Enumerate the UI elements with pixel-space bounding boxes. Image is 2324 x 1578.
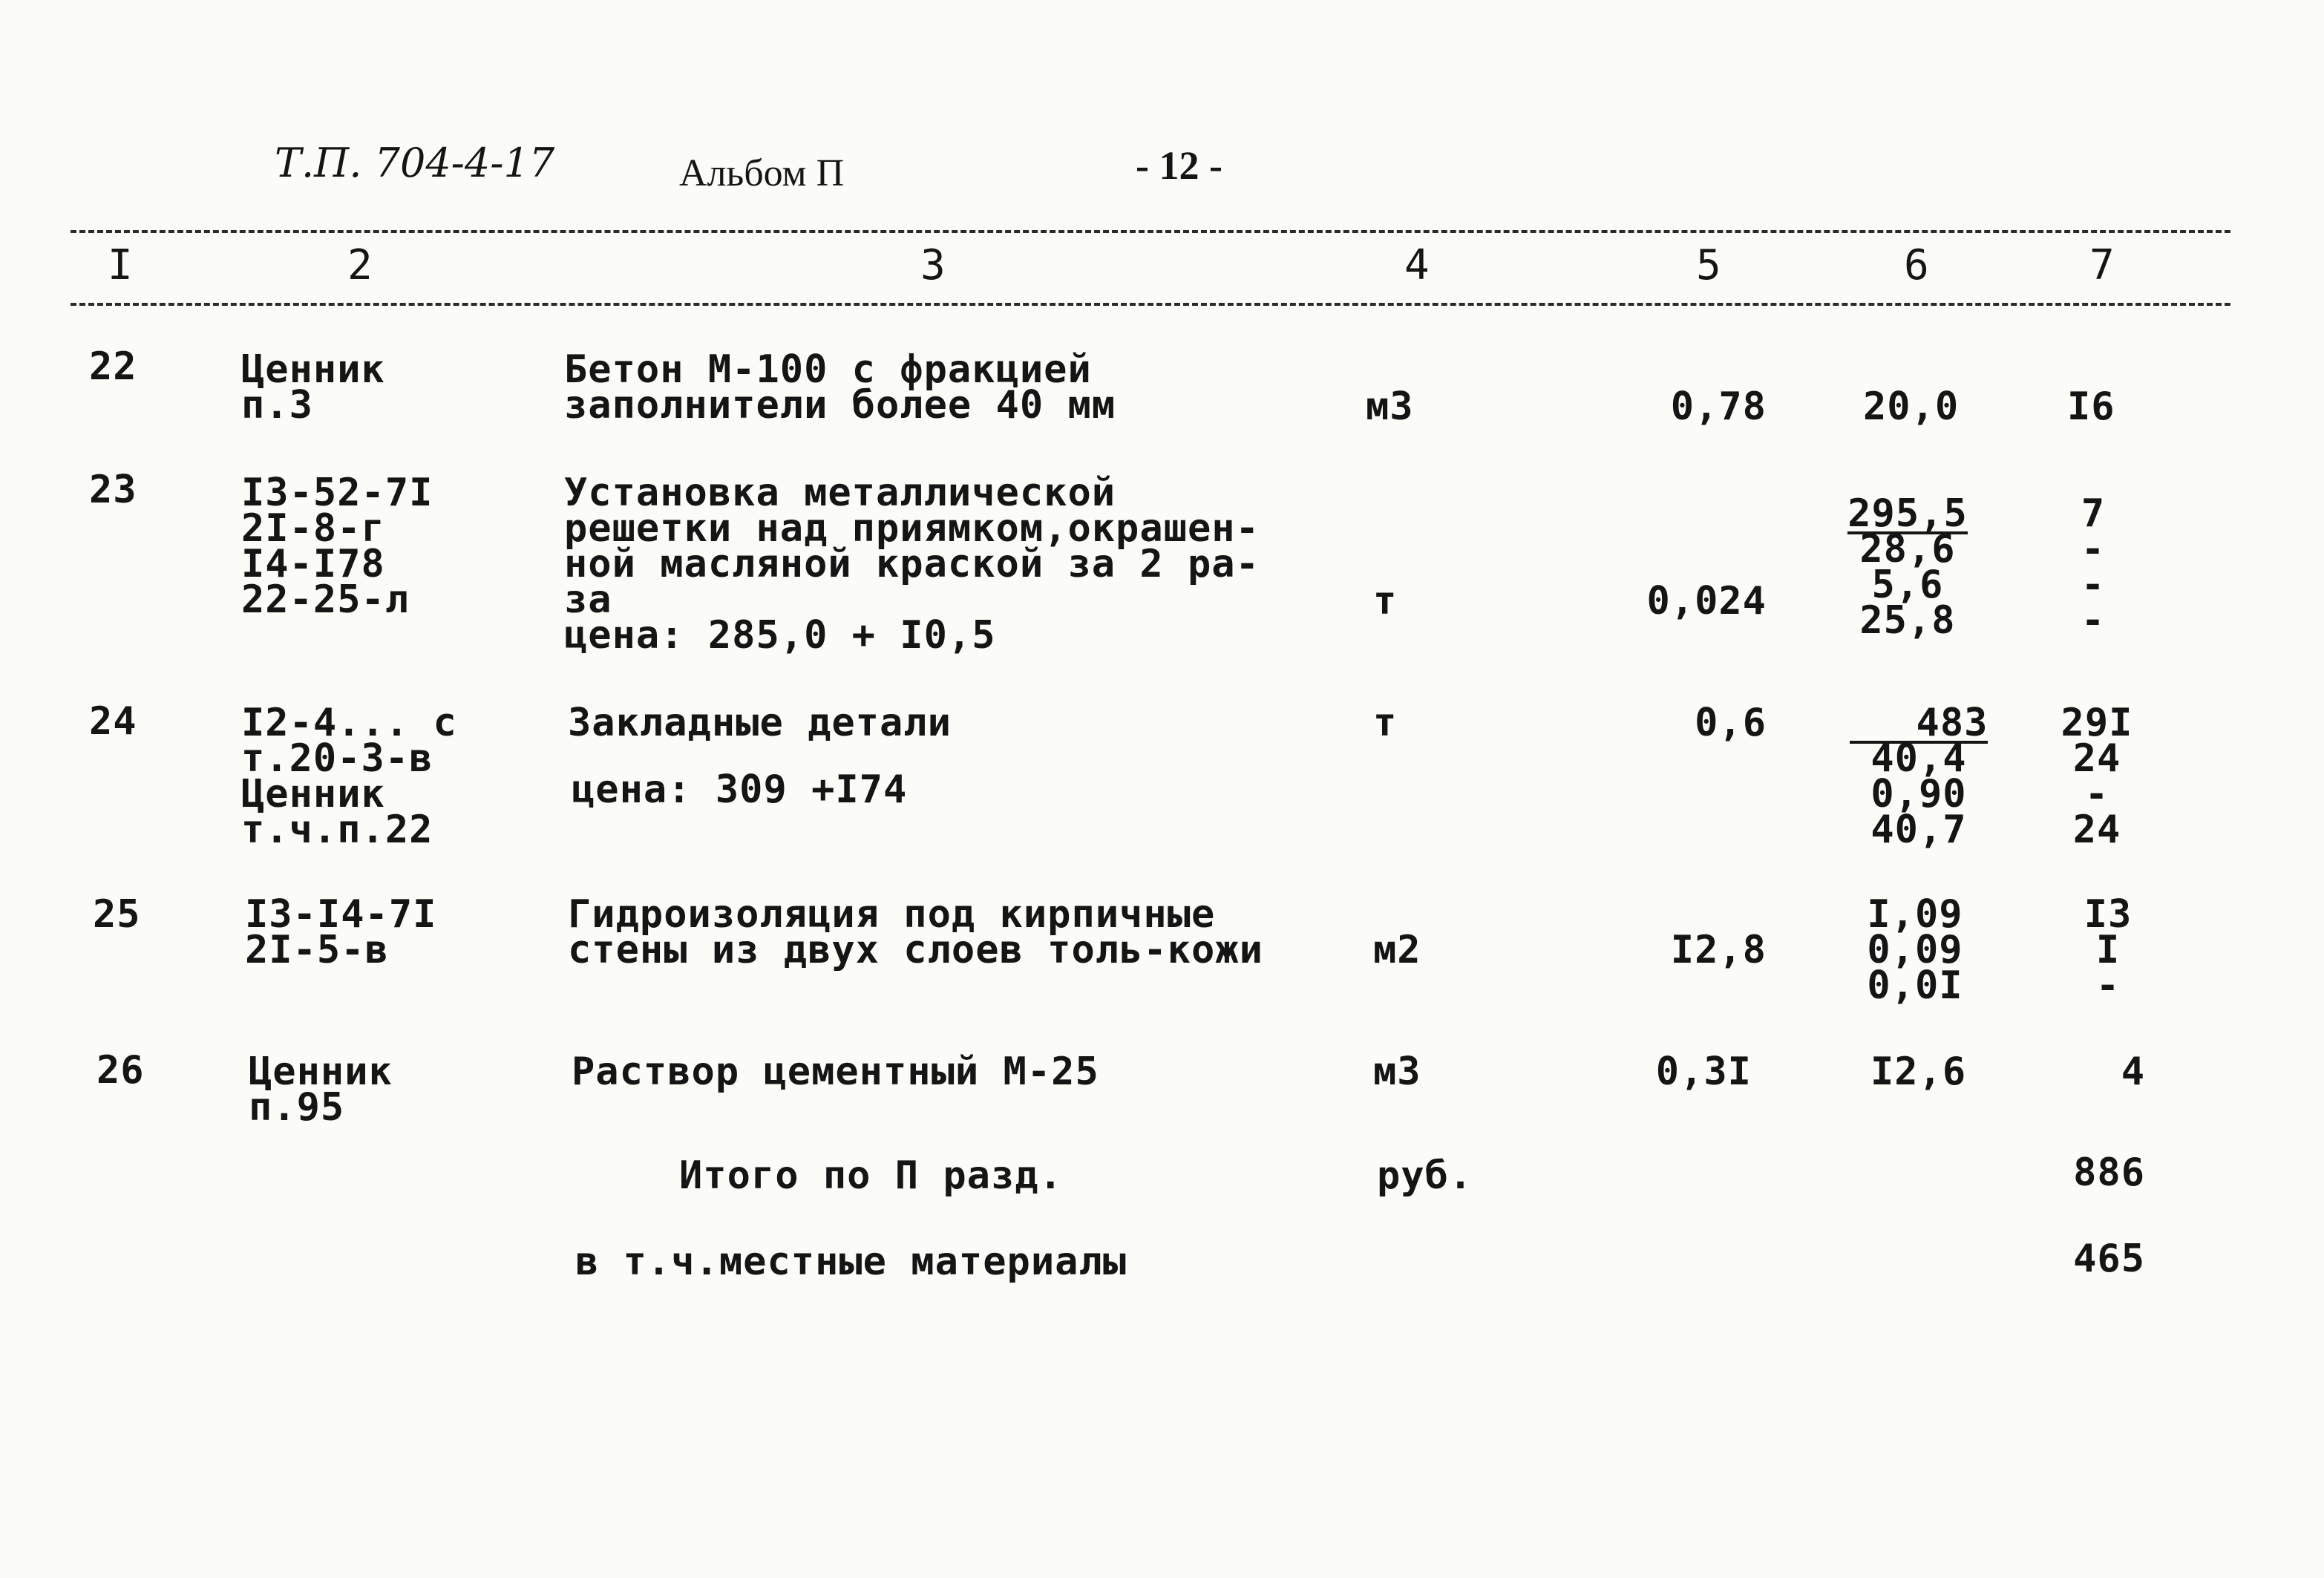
row-description: [568, 892, 1263, 972]
price-line: I,09: [1867, 892, 1963, 937]
description-line: ной масляной краской за 2 ра-: [564, 542, 1260, 586]
description-line: за: [564, 577, 612, 622]
price-line: 5,6: [1871, 563, 1944, 607]
reference-line: I2-4... с: [241, 701, 457, 745]
description-line: стены из двух слоев толь-кожи: [568, 928, 1263, 972]
row-unit: м2: [1373, 928, 1421, 972]
row-total: [2071, 491, 2115, 643]
album-label: Альбом П: [679, 152, 845, 194]
column-header-7: 7: [2089, 241, 2115, 289]
row-number: 26: [96, 1048, 145, 1093]
total-line: 24: [2072, 808, 2121, 852]
row-references: [241, 347, 385, 428]
reference-line: 22-25-л: [241, 577, 410, 622]
price-line: 0,90: [1870, 772, 1967, 816]
row-unit: т: [1373, 701, 1398, 745]
column-header-6: 6: [1904, 241, 1929, 289]
row-number: 22: [89, 344, 137, 389]
row-description: [564, 471, 1260, 658]
row-quantity: 0,78: [1670, 384, 1767, 429]
description-line: решетки над приямком,окрашен-: [564, 506, 1260, 551]
total-line: I6: [2067, 384, 2115, 429]
description-line: заполнители более 40 мм: [564, 383, 1116, 428]
row-unit: т: [1373, 579, 1398, 623]
row-number: 23: [89, 468, 137, 512]
price-line: 40,7: [1870, 808, 1967, 852]
total-line: -: [2081, 527, 2106, 572]
total-line: 24: [2072, 736, 2121, 781]
price-line: 0,0I: [1867, 963, 1963, 1008]
project-number: Т.П. 704-4-17: [275, 140, 555, 186]
reference-line: Ценник: [249, 1050, 393, 1094]
total-value: 886: [2073, 1150, 2145, 1195]
row-references: [249, 1050, 393, 1130]
reference-line: п.95: [249, 1085, 345, 1130]
total-line: 29I: [2060, 701, 2133, 745]
reference-line: Ценник: [241, 347, 385, 392]
row-unit: м3: [1373, 1050, 1421, 1094]
row-unit-price: [1833, 491, 1982, 643]
description-line: Установка металлической: [564, 471, 1116, 515]
row-unit-price: [1841, 892, 1989, 1008]
price-line: I2,6: [1870, 1050, 1967, 1094]
price-underlined: 483: [1850, 707, 1989, 744]
column-header-3: 3: [920, 241, 946, 289]
price-line: 20,0: [1863, 384, 1960, 429]
row-quantity: I2,8: [1670, 928, 1767, 972]
column-header-1: I: [108, 241, 133, 289]
reference-line: I3-52-7I: [241, 471, 433, 515]
total-line: 4: [2121, 1050, 2145, 1094]
reference-line: Ценник: [241, 772, 385, 816]
total-label: Итого по П разд.: [679, 1153, 1063, 1198]
description-line: Бетон М-100 с фракцией: [564, 347, 1092, 392]
reference-line: 2I-5-в: [245, 928, 389, 972]
column-header-4: 4: [1404, 241, 1430, 289]
row-total: [2067, 384, 2115, 429]
row-references: [241, 471, 433, 622]
price-line: 25,8: [1859, 598, 1956, 643]
row-total: [2056, 701, 2138, 852]
row-unit-price: [1863, 384, 1960, 429]
price-line: 0,09: [1867, 928, 1963, 972]
description-line: цена: 309 +I74: [572, 767, 908, 812]
reference-line: I3-I4-7I: [245, 892, 437, 937]
reference-line: т.20-3-в: [241, 736, 433, 781]
total-line: 7: [2081, 491, 2106, 536]
description-line: Гидроизоляция под кирпичные: [568, 892, 1216, 937]
page-number: - 12 -: [1136, 143, 1222, 188]
price-line: [1841, 701, 1997, 745]
row-unit-price: [1841, 701, 1997, 852]
reference-line: п.3: [241, 383, 313, 428]
local-materials-value: 465: [2073, 1237, 2145, 1281]
column-header-5: 5: [1696, 241, 1721, 289]
description-line: цена: 285,0 + I0,5: [564, 613, 996, 658]
total-line: I: [2095, 928, 2121, 972]
price-line: 40,4: [1870, 736, 1967, 781]
total-line: I3: [2084, 892, 2132, 937]
total-line: -: [2095, 963, 2121, 1008]
description-line: Раствор цементный М-25: [572, 1050, 1099, 1094]
row-description: [564, 347, 1116, 428]
total-line: -: [2081, 598, 2106, 643]
price-line: [1833, 491, 1982, 536]
column-header-2: 2: [347, 241, 373, 289]
row-quantity: 0,3I: [1655, 1050, 1752, 1094]
row-unit: м3: [1366, 384, 1414, 429]
reference-line: 2I-8-г: [241, 506, 385, 551]
row-references: [245, 892, 437, 972]
total-line: -: [2081, 563, 2106, 607]
row-quantity: 0,6: [1695, 701, 1767, 745]
row-total: [2078, 892, 2138, 1008]
local-materials-label: в т.ч.местные материалы: [575, 1240, 1127, 1284]
reference-line: I4-I78: [241, 542, 385, 586]
header-bottom-rule: [71, 303, 2230, 306]
price-line: 28,6: [1859, 527, 1956, 572]
price-underlined: 295,5: [1847, 491, 1968, 536]
row-references: [241, 701, 457, 852]
reference-line: т.ч.п.22: [241, 808, 433, 852]
total-line: -: [2084, 772, 2109, 816]
total-unit: руб.: [1377, 1153, 1473, 1198]
row-number: 25: [93, 892, 141, 937]
description-line: Закладные детали: [568, 701, 952, 745]
header-top-rule: [71, 230, 2230, 233]
row-number: 24: [89, 699, 137, 744]
row-quantity: 0,024: [1646, 579, 1767, 623]
